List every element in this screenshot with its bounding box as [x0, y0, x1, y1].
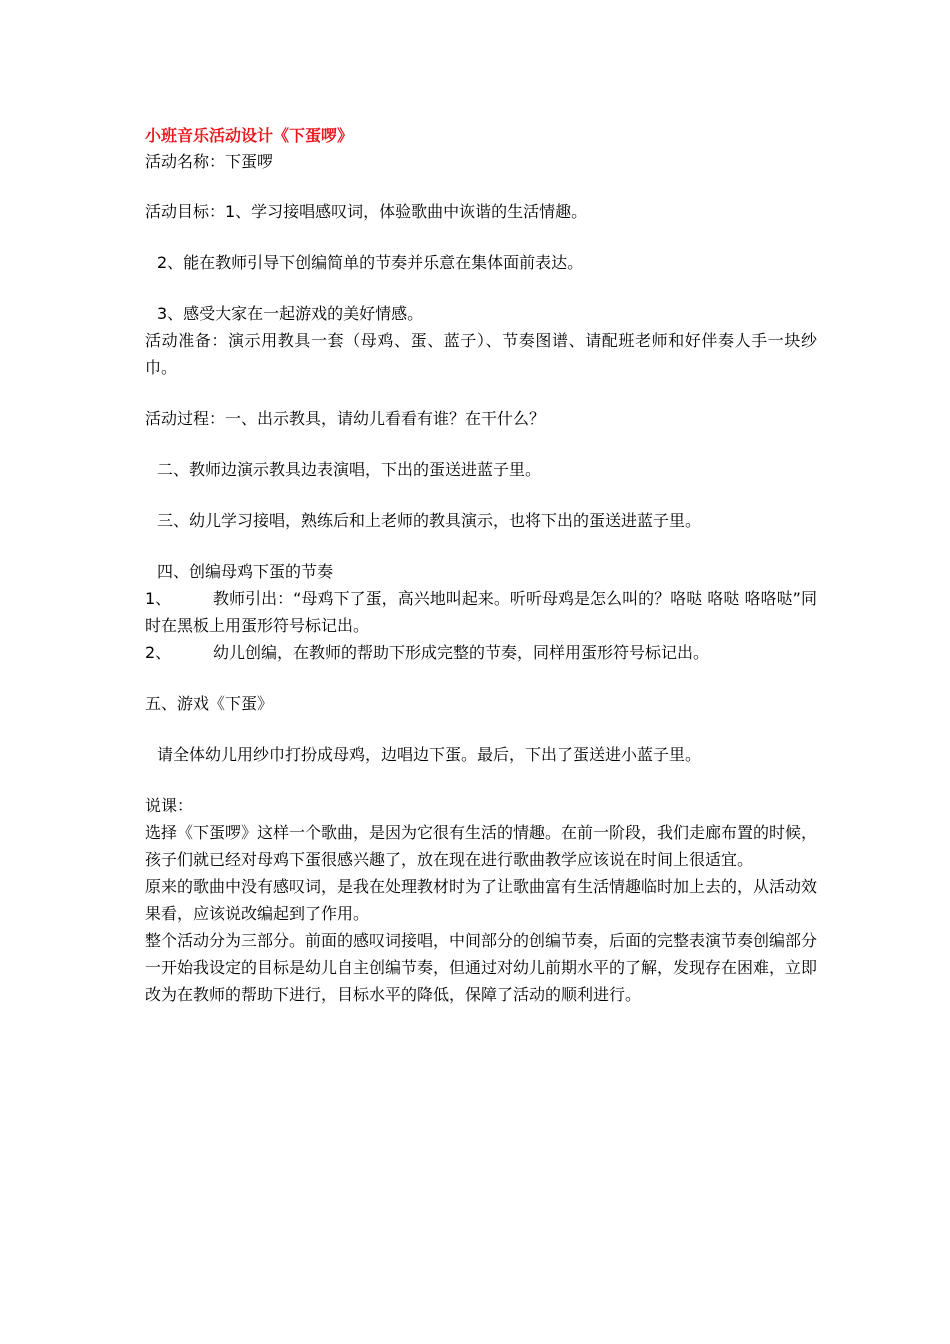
process-step-1 [145, 585, 817, 639]
step-2-number: 2、 [145, 643, 172, 662]
step-1-text: 教师引出：“母鸡下了蛋，高兴地叫起来。听听母鸡是怎么叫的？咯哒 咯哒 咯咯哒”同时在黑板上用蛋形符号标记出。 [145, 589, 817, 635]
activity-goal-1: 活动目标：1、学习接唱感叹词，体验歌曲中诙谐的生活情趣。 [145, 202, 588, 221]
step-2-text: 幼儿创编，在教师的帮助下形成完整的节奏，同样用蛋形符号标记出。 [213, 643, 710, 662]
activity-process-2: 二、教师边演示教具边表演唱，下出的蛋送进蓝子里。 [157, 460, 542, 479]
activity-process-5: 五、游戏《下蛋》 [145, 694, 274, 713]
activity-process-4: 四、创编母鸡下蛋的节奏 [157, 562, 334, 581]
activity-preparation: 活动准备：演示用教具一套（母鸡、蛋、蓝子）、节奏图谱、请配班老师和好伴奏人手一块纱巾。 [145, 331, 817, 377]
lesson-talk-paragraph-2: 原来的歌曲中没有感叹词，是我在处理教材时为了让歌曲富有生活情趣临时加上去的，从活动效果看，应该说改编起到了作用。 [145, 877, 818, 923]
activity-goal-2: 2、能在教师引导下创编简单的节奏并乐意在集体面前表达。 [157, 253, 584, 272]
lesson-talk-paragraph-1: 选择《下蛋啰》这样一个歌曲，是因为它很有生活的情趣。在前一阶段，我们走廊布置的时候，孩子们就已经对母鸡下蛋很感兴趣了，放在现在进行歌曲教学应该说在时间上很适宜。 [145, 823, 818, 869]
document-page [145, 124, 817, 1008]
activity-name: 活动名称：下蛋啰 [145, 152, 274, 171]
lesson-talk-label: 说课： [145, 796, 194, 815]
step-1-number: 1、 [145, 589, 172, 608]
document-title: 小班音乐活动设计《下蛋啰》 [145, 126, 354, 145]
activity-process-3: 三、幼儿学习接唱，熟练后和上老师的教具演示，也将下出的蛋送进蓝子里。 [157, 511, 702, 530]
activity-goal-3: 3、感受大家在一起游戏的美好情感。 [157, 304, 424, 323]
activity-process-1: 活动过程：一、出示教具，请幼儿看看有谁？在干什么？ [145, 409, 546, 428]
game-description: 请全体幼儿用纱巾打扮成母鸡，边唱边下蛋。最后，下出了蛋送进小蓝子里。 [157, 745, 702, 764]
process-step-2 [145, 639, 817, 666]
lesson-talk-paragraph-3: 整个活动分为三部分。前面的感叹词接唱，中间部分的创编节奏，后面的完整表演节奏创编部分一开始我设定的目标是幼儿自主创编节奏，但通过对幼儿前期水平的了解，发现存在困难，立即改为在教师的帮助下进行，目标水平的降低，保障了活动的顺利进行。 [145, 931, 818, 1004]
